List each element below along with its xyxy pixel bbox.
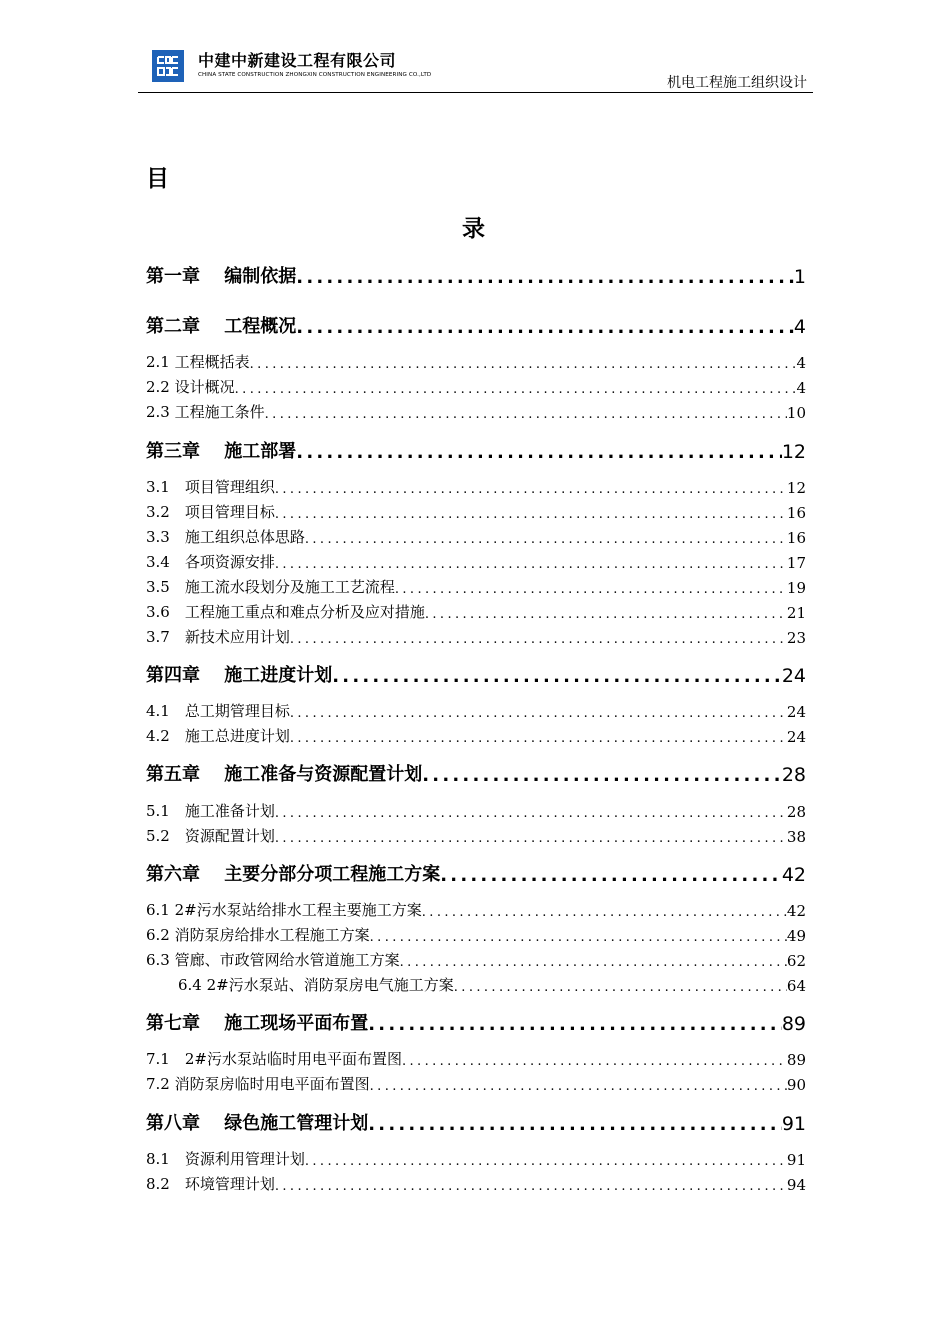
toc-section-entry[interactable]	[146, 824, 806, 846]
toc-dot-leader	[422, 765, 782, 786]
toc-heading-first-char: 目	[146, 166, 169, 192]
toc-entry-title: 3.6 工程施工重点和难点分析及应对措施	[146, 603, 425, 621]
toc-dot-leader	[305, 1154, 787, 1169]
toc-dot-leader	[440, 865, 782, 886]
toc-entry-page-number: 16	[786, 504, 806, 522]
toc-dot-leader	[402, 1054, 787, 1069]
toc-entry-page-number: 12	[786, 479, 806, 497]
toc-entry-title: 2.3 工程施工条件	[146, 403, 265, 421]
toc-entry-page-number: 49	[786, 927, 806, 945]
toc-section-entry[interactable]	[146, 575, 806, 597]
toc-entry-page-number: 38	[786, 828, 806, 846]
toc-entry-title: 8.1 资源利用管理计划	[146, 1150, 305, 1168]
toc-section-entry[interactable]	[146, 525, 806, 547]
toc-dot-leader	[290, 731, 787, 746]
document-title: 机电工程施工组织设计	[667, 75, 807, 91]
toc-dot-leader	[265, 407, 787, 422]
toc-chapter-entry[interactable]	[146, 1109, 806, 1135]
toc-chapter-entry[interactable]	[146, 760, 806, 786]
toc-section-entry[interactable]	[146, 699, 806, 721]
toc-entry-page-number: 19	[786, 579, 806, 597]
toc-section-entry[interactable]	[146, 375, 806, 397]
toc-dot-leader	[275, 831, 787, 846]
toc-dot-leader	[275, 1179, 787, 1194]
toc-section-entry[interactable]	[146, 500, 806, 522]
company-logo	[152, 50, 184, 82]
toc-entry-title: 5.2 资源配置计划	[146, 827, 275, 845]
toc-section-entry[interactable]	[146, 625, 806, 647]
toc-entry-title: 6.1 2#污水泵站给排水工程主要施工方案	[146, 901, 422, 919]
toc-section-entry[interactable]	[146, 1172, 806, 1194]
toc-entry-page-number: 1	[793, 266, 806, 288]
toc-entry-page-number: 91	[781, 1113, 806, 1135]
toc-entry-title: 4.1 总工期管理目标	[146, 702, 290, 720]
toc-chapter-entry[interactable]	[146, 1009, 806, 1035]
toc-dot-leader	[370, 930, 787, 945]
toc-entry-title: 3.5 施工流水段划分及施工工艺流程	[146, 578, 395, 596]
toc-section-entry[interactable]	[146, 400, 806, 422]
toc-chapter-entry[interactable]	[146, 661, 806, 687]
toc-dot-leader	[422, 905, 787, 920]
toc-dot-leader	[275, 482, 787, 497]
toc-dot-leader	[370, 1079, 787, 1094]
toc-dot-leader	[290, 632, 787, 647]
toc-entry-title: 第四章 施工进度计划	[146, 665, 333, 686]
toc-section-entry[interactable]	[146, 475, 806, 497]
toc-dot-leader	[454, 980, 787, 995]
toc-dot-leader	[296, 442, 782, 463]
toc-entry-page-number: 24	[786, 703, 806, 721]
toc-entry-title: 第八章 绿色施工管理计划	[146, 1113, 369, 1134]
toc-dot-leader	[332, 666, 782, 687]
toc-entry-page-number: 90	[786, 1076, 806, 1094]
toc-entry-title: 3.2 项目管理目标	[146, 503, 275, 521]
toc-entry-title: 第六章 主要分部分项工程施工方案	[146, 864, 441, 885]
toc-section-entry[interactable]	[146, 1072, 806, 1094]
toc-entry-title: 8.2 环境管理计划	[146, 1175, 275, 1193]
toc-dot-leader	[305, 532, 787, 547]
toc-dot-leader	[296, 267, 794, 288]
toc-entry-title: 7.2 消防泵房临时用电平面布置图	[146, 1075, 370, 1093]
toc-entry-title: 2.2 设计概况	[146, 378, 235, 396]
toc-entry-page-number: 21	[786, 604, 806, 622]
toc-dot-leader	[275, 557, 787, 572]
toc-entry-page-number: 10	[786, 404, 806, 422]
toc-section-entry[interactable]	[146, 1047, 806, 1069]
company-name-en: CHINA STATE CONSTRUCTION ZHONGXIN CONSTRUCTION ENGINEERING CO.,LTD	[198, 72, 432, 78]
toc-entry-title: 第五章 施工准备与资源配置计划	[146, 764, 423, 785]
toc-entry-title: 3.7 新技术应用计划	[146, 628, 290, 646]
toc-section-entry[interactable]	[146, 550, 806, 572]
toc-section-entry[interactable]	[146, 350, 806, 372]
toc-section-entry[interactable]	[146, 799, 806, 821]
toc-dot-leader	[275, 507, 787, 522]
toc-entry-page-number: 23	[786, 629, 806, 647]
toc-entry-page-number: 4	[796, 354, 806, 372]
toc-dot-leader	[296, 317, 794, 338]
toc-dot-leader	[235, 382, 797, 397]
toc-entry-title: 3.3 施工组织总体思路	[146, 528, 305, 546]
toc-entry-title: 第二章 工程概况	[146, 316, 297, 337]
toc-section-entry[interactable]	[178, 973, 806, 995]
toc-dot-leader	[425, 607, 787, 622]
toc-entry-page-number: 4	[796, 379, 806, 397]
toc-entry-page-number: 4	[793, 316, 806, 338]
toc-entry-title: 6.3 管廊、市政管网给水管道施工方案	[146, 951, 400, 969]
toc-heading-second-char: 录	[462, 216, 485, 242]
toc-dot-leader	[395, 582, 787, 597]
toc-entry-page-number: 28	[781, 764, 806, 786]
toc-entry-title: 7.1 2#污水泵站临时用电平面布置图	[146, 1050, 402, 1068]
toc-entry-page-number: 42	[781, 864, 806, 886]
toc-entry-title: 4.2 施工总进度计划	[146, 727, 290, 745]
toc-dot-leader	[275, 806, 787, 821]
toc-entry-page-number: 64	[786, 977, 806, 995]
toc-entry-page-number: 42	[786, 902, 806, 920]
toc-section-entry[interactable]	[146, 948, 806, 970]
toc-dot-leader	[368, 1014, 782, 1035]
toc-entry-page-number: 62	[786, 952, 806, 970]
toc-entry-page-number: 24	[781, 665, 806, 687]
cscec-logo-icon	[155, 53, 181, 79]
page-header	[138, 44, 813, 93]
toc-section-entry[interactable]	[146, 923, 806, 945]
toc-dot-leader	[368, 1114, 782, 1135]
toc-entry-page-number: 24	[786, 728, 806, 746]
toc-entry-page-number: 91	[786, 1151, 806, 1169]
toc-section-entry[interactable]	[146, 898, 806, 920]
toc-entry-page-number: 94	[786, 1176, 806, 1194]
toc-entry-page-number: 89	[781, 1013, 806, 1035]
toc-section-entry[interactable]	[146, 600, 806, 622]
toc-entry-title: 5.1 施工准备计划	[146, 802, 275, 820]
toc-entry-title: 第三章 施工部署	[146, 441, 297, 462]
toc-section-entry[interactable]	[146, 1147, 806, 1169]
toc-dot-leader	[250, 357, 797, 372]
toc-chapter-entry[interactable]	[146, 437, 806, 463]
toc-chapter-entry[interactable]	[146, 860, 806, 886]
toc-entry-page-number: 12	[781, 441, 806, 463]
toc-section-entry[interactable]	[146, 724, 806, 746]
toc-entry-title: 6.4 2#污水泵站、消防泵房电气施工方案	[178, 976, 454, 994]
toc-entry-page-number: 16	[786, 529, 806, 547]
toc-entry-page-number: 89	[786, 1051, 806, 1069]
toc-entry-title: 第七章 施工现场平面布置	[146, 1013, 369, 1034]
toc-entry-title: 3.4 各项资源安排	[146, 553, 275, 571]
toc-entry-title: 第一章 编制依据	[146, 266, 297, 287]
toc-entry-title: 3.1 项目管理组织	[146, 478, 275, 496]
toc-entry-title: 6.2 消防泵房给排水工程施工方案	[146, 926, 370, 944]
toc-dot-leader	[290, 706, 787, 721]
toc-dot-leader	[400, 955, 787, 970]
toc-chapter-entry[interactable]	[146, 262, 806, 288]
toc-entry-title: 2.1 工程概括表	[146, 353, 250, 371]
toc-entry-page-number: 28	[786, 803, 806, 821]
toc-entry-page-number: 17	[786, 554, 806, 572]
toc-chapter-entry[interactable]	[146, 312, 806, 338]
company-name-cn: 中建中新建设工程有限公司	[198, 51, 397, 70]
